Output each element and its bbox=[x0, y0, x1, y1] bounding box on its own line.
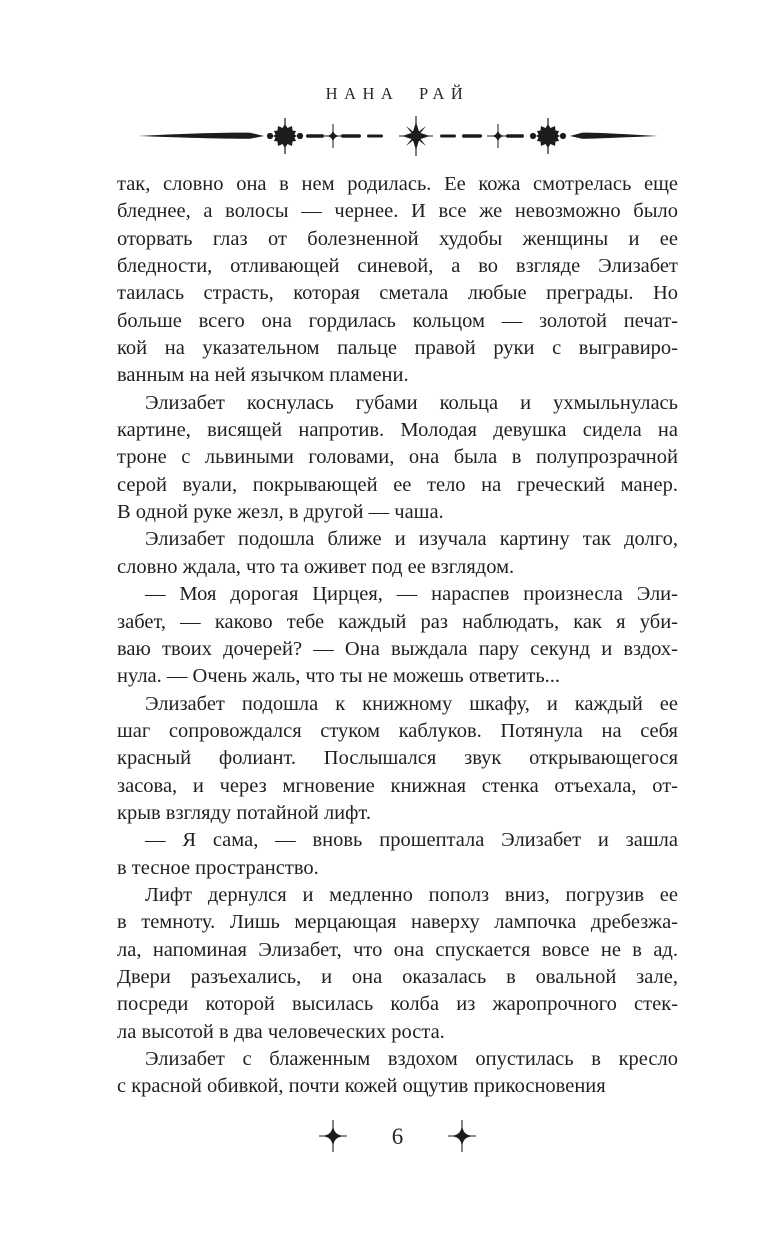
page-footer bbox=[117, 1114, 678, 1158]
text-line: бледнее, а волосы — чернее. И все же невозможно было bbox=[117, 200, 678, 223]
text-line: — Моя дорогая Цирцея, — нараспев произнесла Эли- bbox=[145, 583, 678, 606]
paragraph bbox=[117, 1046, 678, 1101]
page-number: 6 bbox=[391, 1123, 404, 1149]
text-line: троне с львиными головами, она была в полупрозрачной bbox=[117, 446, 678, 469]
text-line: засова, и через мгновение книжная стенка отъехала, от- bbox=[117, 774, 678, 797]
text-line: так, словно она в нем родилась. Ее кожа смотрелась еще bbox=[117, 173, 678, 195]
paragraph bbox=[117, 171, 678, 390]
text-line: ла, напоминая Элизабет, что она спускается вовсе не в ад. bbox=[117, 938, 678, 961]
text-line: картине, висящей напротив. Молодая девушка сидела на bbox=[117, 419, 678, 442]
text-line: Элизабет подошла к книжному шкафу, и каждый ее bbox=[145, 692, 678, 715]
text-line: ла высотой в два человеческих роста. bbox=[117, 1020, 445, 1043]
paragraph bbox=[117, 882, 678, 1046]
text-column bbox=[117, 84, 678, 1101]
text-line: словно ждала, что та оживет под ее взглядом. bbox=[117, 555, 515, 578]
text-line: больше всего она гордилась кольцом — золотой печат- bbox=[117, 309, 678, 332]
text-line: в темноту. Лишь мерцающая наверху лампочка дребезжа- bbox=[117, 911, 678, 934]
text-line: — Я сама, — вновь прошептала Элизабет и зашла bbox=[145, 829, 678, 852]
paragraph bbox=[117, 581, 678, 690]
ornamental-rule-icon bbox=[138, 116, 658, 156]
star-icon bbox=[447, 1119, 477, 1153]
text-line: бледности, отливающей синевой, а во взгляде Элизабет bbox=[117, 255, 678, 278]
text-line: Двери разъехались, и она оказалась в овальной зале, bbox=[117, 965, 678, 988]
star-icon bbox=[318, 1119, 348, 1153]
text-line: Элизабет подошла ближе и изучала картину так долго, bbox=[145, 528, 678, 551]
text-line: В одной руке жезл, в другой — чаша. bbox=[117, 501, 444, 524]
text-line: красный фолиант. Послышался звук открывающегося bbox=[117, 747, 678, 770]
body-text bbox=[117, 171, 678, 1101]
text-line: забет, — каково тебе каждый раз наблюдать, как я уби- bbox=[117, 610, 678, 633]
text-line: Элизабет с блаженным вздохом опустилась в кресло bbox=[145, 1048, 678, 1070]
text-line: таилась страсть, которая сметала любые преграды. Но bbox=[117, 282, 678, 305]
text-line: с красной обивкой, почти кожей ощутив прикосновения bbox=[117, 1075, 606, 1098]
text-line: Элизабет коснулась губами кольца и ухмыльнулась bbox=[145, 391, 678, 414]
text-line: ванным на ней язычком пламени. bbox=[117, 364, 409, 387]
text-line: посреди которой высилась колба из жаропрочного стек- bbox=[117, 993, 678, 1016]
paragraph bbox=[117, 827, 678, 882]
text-line: в тесное пространство. bbox=[117, 856, 319, 879]
text-line: крыв взгляду потайной лифт. bbox=[117, 801, 371, 824]
text-line: серой вуали, покрывающей ее тело на греческий манер. bbox=[117, 473, 678, 496]
text-line: кой на указательном пальце правой руки с выгравиро- bbox=[117, 337, 678, 360]
paragraph bbox=[117, 691, 678, 828]
text-line: нула. — Очень жаль, что ты не можешь ответить... bbox=[117, 665, 561, 688]
paragraph bbox=[117, 526, 678, 581]
text-line: Лифт дернулся и медленно пополз вниз, погрузив ее bbox=[145, 883, 678, 906]
text-line: ваю твоих дочерей? — Она выждала пару секунд и вздох- bbox=[117, 637, 678, 660]
paragraph bbox=[117, 390, 678, 527]
running-head: НАНА РАЙ bbox=[325, 84, 470, 103]
text-line: шаг сопровождался стуком каблуков. Потянула на себя bbox=[117, 719, 678, 742]
header-divider bbox=[117, 116, 678, 156]
text-line: оторвать глаз от болезненной худобы женщины и ее bbox=[117, 227, 678, 250]
